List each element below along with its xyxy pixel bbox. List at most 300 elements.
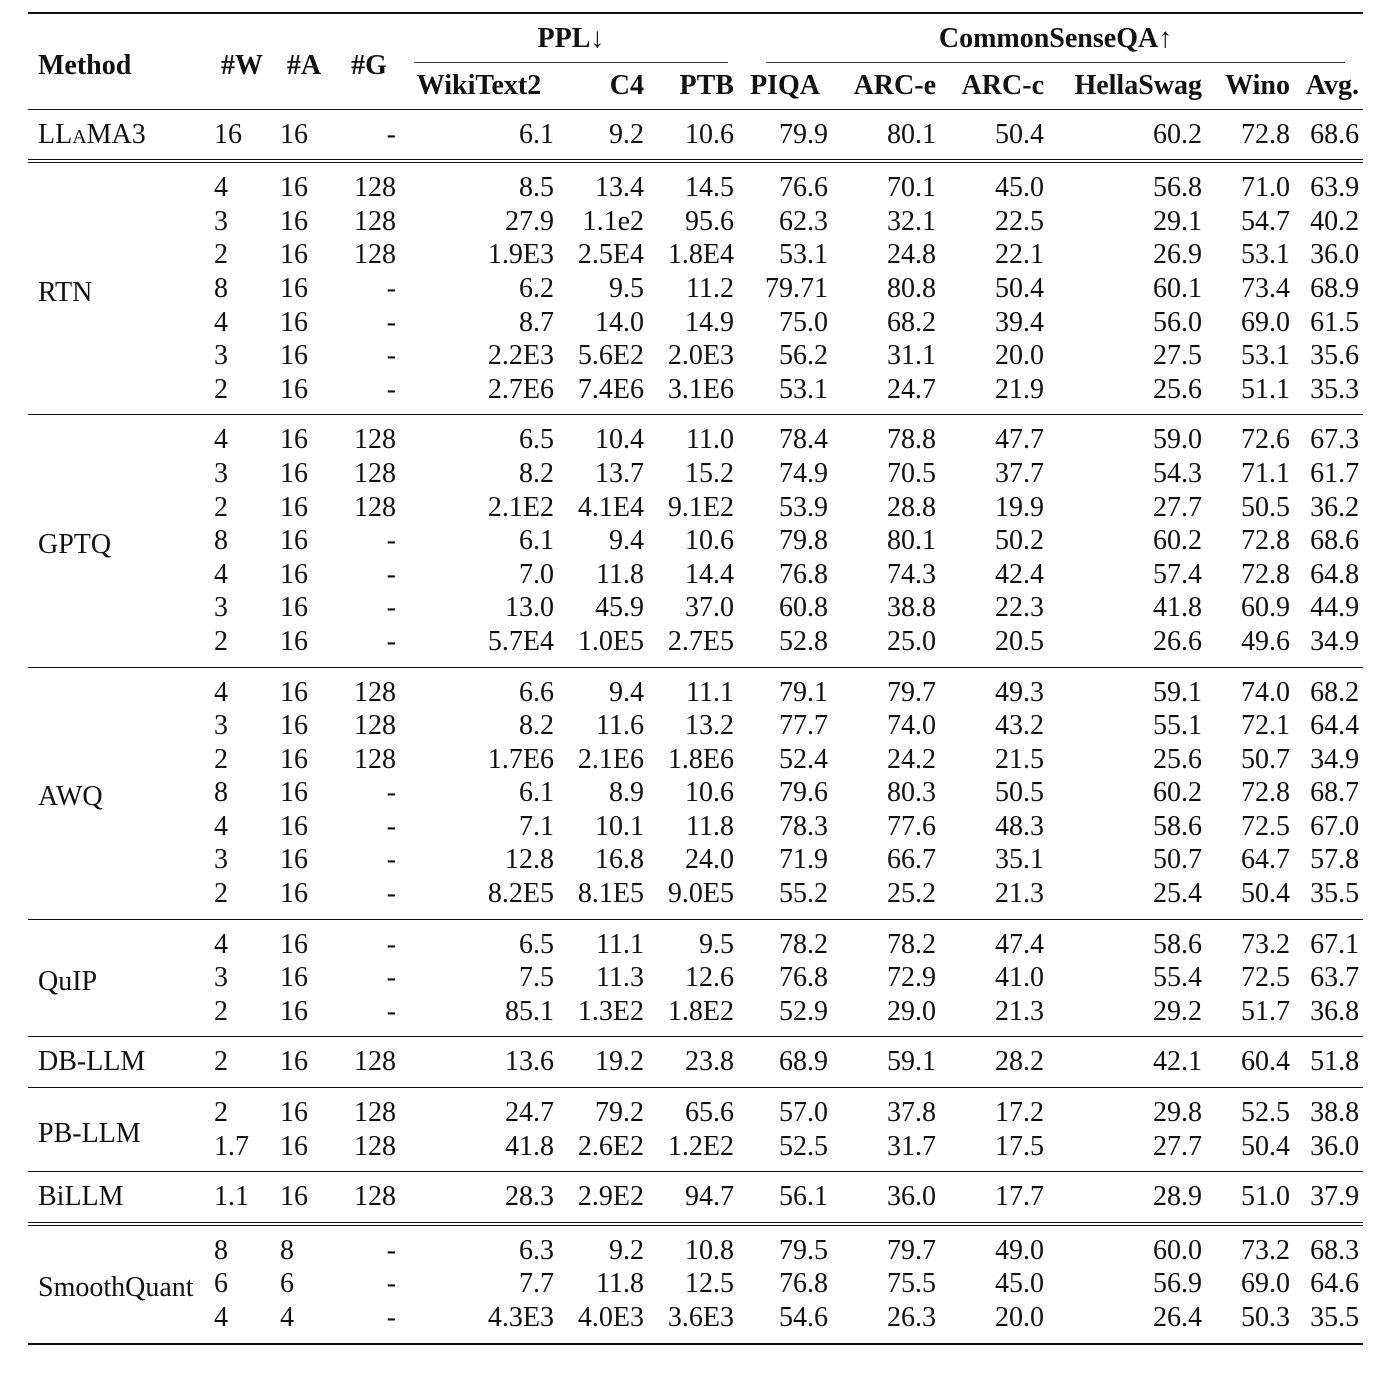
table-cell: 16 <box>280 625 308 657</box>
table-cell: 74.0 <box>887 710 936 742</box>
table-row <box>28 524 1363 558</box>
table-cell: 66.7 <box>887 844 936 876</box>
table-cell: 1.7 <box>214 1130 249 1162</box>
table-cell: 2 <box>214 878 228 910</box>
table-cell: 16 <box>280 962 308 994</box>
table-cell: 41.0 <box>995 962 1044 994</box>
table-cell: 8.2 <box>519 457 554 489</box>
header-group-size: #G <box>351 49 387 81</box>
table-cell: 3.1E6 <box>667 373 734 405</box>
table-cell: 72.6 <box>1206 415 1294 457</box>
table-cell: 76.6 <box>738 161 832 205</box>
table-cell: 14.9 <box>685 306 734 338</box>
table-cell: 4 <box>214 810 228 842</box>
table-row <box>28 810 1363 844</box>
table-cell: 54.7 <box>1241 205 1290 237</box>
table-cell: 80.1 <box>832 109 940 161</box>
header-col-piqa: PIQA <box>750 69 820 101</box>
table-cell: 50.2 <box>995 525 1044 557</box>
table-cell: 11.8 <box>596 558 644 590</box>
table-cell: 16.8 <box>595 844 644 876</box>
table-cell: 13.7 <box>595 457 644 489</box>
table-cell: 64.6 <box>1310 1268 1360 1300</box>
table-cell: 35.6 <box>1310 340 1360 372</box>
table-cell: 50.5 <box>1241 491 1290 523</box>
table-cell: 17.2 <box>940 1088 1048 1130</box>
table-cell: 51.7 <box>1241 995 1290 1027</box>
table-cell: 52.5 <box>779 1130 828 1162</box>
table-cell: 16 <box>280 205 308 237</box>
table-cell: - <box>338 1224 400 1268</box>
table-cell: 58.6 <box>1153 810 1202 842</box>
method-label: GPTQ <box>28 415 214 667</box>
table-cell: 128 <box>338 1172 400 1224</box>
table-cell: 38.8 <box>887 592 936 624</box>
table-cell: 36.0 <box>832 1172 940 1224</box>
table-cell: 57.8 <box>1310 844 1360 876</box>
table-cell: 12.6 <box>685 962 734 994</box>
table-cell: 52.5 <box>1206 1088 1294 1130</box>
table-cell: 25.6 <box>1153 373 1202 405</box>
table-cell: 8.1E5 <box>577 878 644 910</box>
table-cell: 34.9 <box>1310 625 1360 657</box>
table-cell: 2 <box>214 239 228 271</box>
table-cell: - <box>386 878 396 910</box>
table-cell: 60.2 <box>1153 525 1202 557</box>
table-cell: 36.2 <box>1310 491 1360 523</box>
table-cell: 9.1E2 <box>667 491 734 523</box>
table-row <box>28 205 1363 239</box>
table-cell: 16 <box>270 161 338 205</box>
table-cell: 26.9 <box>1153 239 1202 271</box>
table-row <box>28 743 1363 777</box>
table-cell: 36.0 <box>1310 1130 1360 1162</box>
table-cell: 8 <box>214 525 228 557</box>
table-cell: 24.7 <box>887 373 936 405</box>
table-cell: 56.1 <box>738 1172 832 1224</box>
table-cell: 21.3 <box>995 878 1044 910</box>
table-cell: 51.1 <box>1241 373 1290 405</box>
table-cell: 26.6 <box>1153 625 1202 657</box>
table-cell: 79.9 <box>738 109 832 161</box>
table-cell: - <box>386 777 396 809</box>
header-col-hellaswag: HellaSwag <box>1074 69 1202 101</box>
table-cell: 71.0 <box>1206 161 1294 205</box>
table-cell: 8.2 <box>519 710 554 742</box>
table-row <box>28 961 1363 995</box>
table-row <box>28 1130 1363 1172</box>
table-cell: 6.5 <box>400 415 558 457</box>
method-label: AWQ <box>28 667 214 919</box>
table-cell: 29.1 <box>1153 205 1202 237</box>
table-cell: 11.8 <box>596 1268 644 1300</box>
table-cell: - <box>386 525 396 557</box>
table-cell: 16 <box>270 1088 338 1130</box>
table-cell: 10.8 <box>648 1224 738 1268</box>
table-cell: 24.0 <box>685 844 734 876</box>
table-cell: 8 <box>214 1224 270 1268</box>
table-cell: 31.1 <box>887 340 936 372</box>
header-method: Method <box>38 49 132 81</box>
table-cell: 14.5 <box>648 161 738 205</box>
table-cell: 7.0 <box>519 558 554 590</box>
table-cell: 8 <box>270 1224 338 1268</box>
method-label: SmoothQuant <box>28 1224 214 1344</box>
table-cell: 16 <box>280 1130 308 1162</box>
table-cell: 2.1E6 <box>577 743 644 775</box>
table-cell: 76.8 <box>779 962 828 994</box>
table-cell: 1.9E3 <box>487 239 554 271</box>
table-cell: 16 <box>280 491 308 523</box>
table-cell: - <box>386 592 396 624</box>
table-cell: 2 <box>214 743 228 775</box>
table-cell: 28.9 <box>1048 1172 1206 1224</box>
table-cell: 2.5E4 <box>577 239 644 271</box>
table-cell: 68.2 <box>1294 667 1363 709</box>
table-cell: 7.7 <box>519 1268 554 1300</box>
table-cell: 50.7 <box>1153 844 1202 876</box>
table-cell: 50.4 <box>995 272 1044 304</box>
table-cell: 58.6 <box>1048 919 1206 961</box>
table-cell: 13.6 <box>400 1037 558 1088</box>
header-weight-bits: #W <box>221 49 263 81</box>
table-cell: 24.7 <box>400 1088 558 1130</box>
table-cell: 16 <box>280 592 308 624</box>
table-cell: 80.3 <box>887 777 936 809</box>
table-cell: 72.8 <box>1206 109 1294 161</box>
table-cell: 9.2 <box>558 109 648 161</box>
table-row <box>28 373 1363 415</box>
table-cell: 51.0 <box>1206 1172 1294 1224</box>
table-cell: 29.8 <box>1048 1088 1206 1130</box>
header-col-wikitext2: WikiText2 <box>416 69 542 101</box>
table-cell: 16 <box>280 777 308 809</box>
table-cell: 54.6 <box>738 1301 832 1344</box>
table-cell: 51.8 <box>1294 1037 1363 1088</box>
table-cell: 68.6 <box>1310 525 1360 557</box>
table-cell: 49.0 <box>940 1224 1048 1268</box>
table-cell: 16 <box>280 340 308 372</box>
table-cell: 2.6E2 <box>577 1130 644 1162</box>
table-cell: 4 <box>214 558 228 590</box>
table-cell: 32.1 <box>887 205 936 237</box>
header-col-c4: C4 <box>609 69 644 101</box>
table-cell: 1.8E4 <box>667 239 734 271</box>
table-cell: - <box>386 1268 396 1300</box>
table-cell: 25.0 <box>887 625 936 657</box>
table-cell: 78.8 <box>832 415 940 457</box>
table-cell: 4.3E3 <box>400 1301 558 1344</box>
table-cell: 6.1 <box>400 109 558 161</box>
table-cell: 43.2 <box>995 710 1044 742</box>
table-cell: 63.9 <box>1294 161 1363 205</box>
table-cell: 76.8 <box>779 1268 828 1300</box>
table-cell: 73.4 <box>1241 272 1290 304</box>
table-cell: 6.6 <box>400 667 558 709</box>
table-cell: 41.8 <box>505 1130 554 1162</box>
table-cell: 2.7E6 <box>487 373 554 405</box>
header-col-wino: Wino <box>1225 69 1290 101</box>
header-col-arc-e: ARC-e <box>853 69 936 101</box>
table-cell: 45.9 <box>595 592 644 624</box>
table-cell: 53.9 <box>779 491 828 523</box>
table-row <box>28 1224 1363 1268</box>
table-cell: 1.0E5 <box>577 625 644 657</box>
table-cell: 50.4 <box>1241 878 1290 910</box>
table-cell: - <box>338 919 400 961</box>
table-cell: 1.2E2 <box>667 1130 734 1162</box>
header-ppl-label: PPL↓ <box>414 22 728 63</box>
table-cell: 1.3E2 <box>577 995 644 1027</box>
table-cell: 16 <box>280 710 308 742</box>
table-cell: 9.5 <box>609 272 644 304</box>
table-cell: 6.1 <box>519 525 554 557</box>
table-cell: 44.9 <box>1310 592 1360 624</box>
table-cell: 22.3 <box>995 592 1044 624</box>
table-cell: 68.9 <box>1310 272 1360 304</box>
table-cell: - <box>386 306 396 338</box>
table-cell: 47.4 <box>940 919 1048 961</box>
table-cell: 6 <box>280 1268 294 1300</box>
table-cell: 6.5 <box>400 919 558 961</box>
table-cell: 72.5 <box>1241 962 1290 994</box>
table-cell: 54.3 <box>1153 457 1202 489</box>
table-row <box>28 625 1363 667</box>
table-cell: 16 <box>280 373 308 405</box>
table-cell: 13.0 <box>505 592 554 624</box>
table-cell: 11.2 <box>686 272 734 304</box>
header-ppl-group <box>400 13 738 63</box>
table-cell: 16 <box>270 415 338 457</box>
table-cell: 36.0 <box>1310 239 1360 271</box>
table-row <box>28 995 1363 1037</box>
table-cell: 35.5 <box>1294 1301 1363 1344</box>
table-cell: - <box>386 558 396 590</box>
method-label: DB-LLM <box>28 1037 214 1088</box>
table-cell: 27.5 <box>1153 340 1202 372</box>
table-cell: 1.8E6 <box>667 743 734 775</box>
table-cell: 40.2 <box>1310 205 1360 237</box>
header-activation-bits: #A <box>286 49 322 81</box>
table-cell: 10.6 <box>685 525 734 557</box>
table-cell: 48.3 <box>995 810 1044 842</box>
table-cell: 75.0 <box>779 306 828 338</box>
table-cell: 16 <box>280 743 308 775</box>
table-cell: 4 <box>214 667 270 709</box>
table-cell: 70.1 <box>832 161 940 205</box>
table-cell: 1.1e2 <box>582 205 644 237</box>
table-cell: 2.0E3 <box>667 340 734 372</box>
table-cell: 27.7 <box>1153 1130 1202 1162</box>
table-cell: 78.3 <box>779 810 828 842</box>
table-cell: 61.7 <box>1310 457 1360 489</box>
table-cell: - <box>386 844 396 876</box>
table-cell: 8 <box>214 272 228 304</box>
table-cell: 57.0 <box>738 1088 832 1130</box>
table-cell: 64.8 <box>1310 558 1360 590</box>
table-cell: 2 <box>214 1088 270 1130</box>
table-cell: - <box>386 272 396 304</box>
table-cell: 11.0 <box>648 415 738 457</box>
table-row <box>28 919 1363 961</box>
table-cell: 128 <box>338 415 400 457</box>
table-cell: 6 <box>214 1268 228 1300</box>
table-cell: 55.1 <box>1153 710 1202 742</box>
table-cell: 28.3 <box>400 1172 558 1224</box>
table-cell: 68.6 <box>1294 109 1363 161</box>
table-cell: 34.9 <box>1310 743 1360 775</box>
table-row <box>28 109 1363 161</box>
table-cell: 68.3 <box>1294 1224 1363 1268</box>
table-cell: 37.7 <box>995 457 1044 489</box>
table-row <box>28 457 1363 491</box>
table-row <box>28 238 1363 272</box>
table-cell: 10.6 <box>685 777 734 809</box>
table-cell: 6.1 <box>519 777 554 809</box>
table-cell: 14.4 <box>685 558 734 590</box>
table-cell: 37.9 <box>1294 1172 1363 1224</box>
table-cell: 64.4 <box>1310 710 1360 742</box>
table-row <box>28 339 1363 373</box>
table-cell: 39.4 <box>995 306 1044 338</box>
table-cell: 60.9 <box>1241 592 1290 624</box>
table-cell: 3 <box>214 962 228 994</box>
table-cell: 2.1E2 <box>487 491 554 523</box>
table-cell: 16 <box>280 558 308 590</box>
table-cell: 62.3 <box>779 205 828 237</box>
table-cell: 69.0 <box>1241 1268 1290 1300</box>
table-cell: 12.5 <box>685 1268 734 1300</box>
table-cell: 16 <box>280 878 308 910</box>
table-cell: 79.2 <box>558 1088 648 1130</box>
header-csqa-group <box>738 13 1363 63</box>
table-cell: 2 <box>214 995 228 1027</box>
table-cell: 128 <box>354 457 396 489</box>
table-cell: 4 <box>214 1301 270 1344</box>
table-cell: 52.8 <box>779 625 828 657</box>
table-cell: 53.1 <box>779 239 828 271</box>
table-cell: 31.7 <box>887 1130 936 1162</box>
table-cell: 35.5 <box>1310 878 1360 910</box>
table-cell: 27.7 <box>1153 491 1202 523</box>
table-row <box>28 491 1363 525</box>
table-cell: 78.2 <box>832 919 940 961</box>
table-cell: 35.3 <box>1310 373 1360 405</box>
table-cell: 1.1 <box>214 1172 270 1224</box>
table-cell: 21.5 <box>995 743 1044 775</box>
header-col-arc-c: ARC-c <box>961 69 1044 101</box>
table-row <box>28 877 1363 919</box>
table-cell: 50.7 <box>1241 743 1290 775</box>
table-row <box>28 1301 1363 1344</box>
method-label: QuIP <box>28 919 214 1037</box>
table-cell: 11.8 <box>686 810 734 842</box>
table-cell: 8.7 <box>519 306 554 338</box>
table-cell: 94.7 <box>648 1172 738 1224</box>
table-cell: 3 <box>214 457 228 489</box>
table-cell: 11.3 <box>596 962 644 994</box>
table-cell: 4 <box>214 306 228 338</box>
table-cell: 28.2 <box>940 1037 1048 1088</box>
table-cell: - <box>386 810 396 842</box>
table-cell: 16 <box>270 919 338 961</box>
table-cell: 71.9 <box>779 844 828 876</box>
table-row <box>28 1172 1363 1224</box>
table-cell: 11.1 <box>648 667 738 709</box>
method-label: BiLLM <box>28 1172 214 1224</box>
table-cell: 79.7 <box>832 667 940 709</box>
table-cell: 74.3 <box>887 558 936 590</box>
table-cell: 16 <box>280 306 308 338</box>
table-cell: 1.7E6 <box>487 743 554 775</box>
results-body <box>28 109 1363 1344</box>
table-cell: 9.0E5 <box>667 878 734 910</box>
results-table-container <box>28 12 1363 1345</box>
table-cell: 73.2 <box>1206 1224 1294 1268</box>
table-cell: 73.2 <box>1206 919 1294 961</box>
table-cell: 26.3 <box>832 1301 940 1344</box>
table-cell: 2.9E2 <box>558 1172 648 1224</box>
table-cell: 26.4 <box>1048 1301 1206 1344</box>
table-cell: 80.1 <box>887 525 936 557</box>
table-cell: 61.5 <box>1310 306 1360 338</box>
table-cell: 16 <box>270 667 338 709</box>
table-row <box>28 667 1363 709</box>
table-cell: 71.1 <box>1241 457 1290 489</box>
table-cell: 4.1E4 <box>577 491 644 523</box>
table-cell: 128 <box>354 491 396 523</box>
method-label: RTN <box>28 161 214 415</box>
table-row <box>28 709 1363 743</box>
table-cell: 8.5 <box>400 161 558 205</box>
table-cell: 25.4 <box>1153 878 1202 910</box>
table-cell: 128 <box>338 1037 400 1088</box>
table-cell: 17.7 <box>940 1172 1048 1224</box>
header-col-ptb: PTB <box>679 69 734 101</box>
table-cell: 27.9 <box>505 205 554 237</box>
table-cell: 20.5 <box>995 625 1044 657</box>
table-cell: 22.5 <box>995 205 1044 237</box>
table-cell: 2.2E3 <box>487 340 554 372</box>
table-cell: 77.7 <box>779 710 828 742</box>
table-cell: 7.4E6 <box>577 373 644 405</box>
table-cell: - <box>386 340 396 372</box>
table-cell: 67.1 <box>1294 919 1363 961</box>
table-cell: 4.0E3 <box>558 1301 648 1344</box>
table-cell: 3 <box>214 340 228 372</box>
table-cell: 59.0 <box>1048 415 1206 457</box>
table-cell: 37.8 <box>832 1088 940 1130</box>
table-cell: 36.8 <box>1310 995 1360 1027</box>
table-row <box>28 591 1363 625</box>
table-cell: 49.6 <box>1241 625 1290 657</box>
table-cell: 128 <box>354 743 396 775</box>
table-cell: 2.7E5 <box>667 625 734 657</box>
table-cell: 128 <box>354 239 396 271</box>
table-cell: 17.5 <box>995 1130 1044 1162</box>
header-col-avg: Avg. <box>1305 69 1360 101</box>
table-cell: 24.2 <box>887 743 936 775</box>
table-cell: 13.4 <box>558 161 648 205</box>
table-cell: 67.3 <box>1294 415 1363 457</box>
table-cell: 4 <box>270 1301 338 1344</box>
table-row <box>28 776 1363 810</box>
table-cell: 79.1 <box>738 667 832 709</box>
table-cell: 21.3 <box>995 995 1044 1027</box>
table-cell: 60.0 <box>1048 1224 1206 1268</box>
table-cell: - <box>386 373 396 405</box>
table-cell: 14.0 <box>595 306 644 338</box>
